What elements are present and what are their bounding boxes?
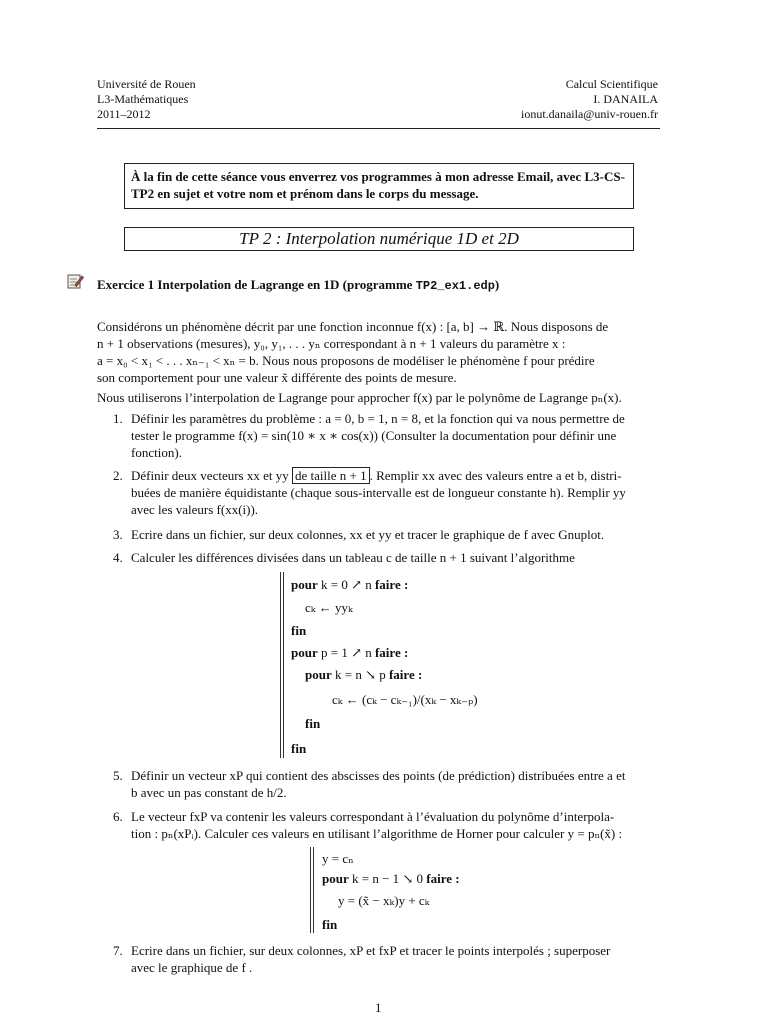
program: L3-Mathématiques xyxy=(97,92,189,106)
step-5 xyxy=(113,767,660,803)
intro-line: a = x₀ < x₁ < . . . xₙ₋₁ < xₙ = b. Nous nous proposons de modéliser le phénomène f pour prédire xyxy=(97,353,595,368)
algo-text: k = n − 1 ↘ 0 xyxy=(348,871,427,886)
step-1 xyxy=(113,410,660,462)
boxed-size: de taille n + 1 xyxy=(292,467,370,484)
algo-keyword: faire : xyxy=(374,577,409,592)
page-title: TP 2 : Interpolation numérique 1D et 2D xyxy=(124,227,634,251)
algo-keyword: faire : xyxy=(388,667,423,682)
intro-line: Nous utiliserons l’interpolation de Lagrange pour approcher f(x) par le polynôme de Lagrange pₙ(x). xyxy=(97,390,622,405)
intro-line: son comportement pour une valeur x̃ différente des points de mesure. xyxy=(97,370,457,385)
algo-line: cₖ ← yyₖ xyxy=(305,600,353,615)
algo-line xyxy=(291,576,408,593)
algo-keyword: pour xyxy=(322,871,349,886)
step-7 xyxy=(113,942,660,978)
university: Université de Rouen xyxy=(97,77,196,91)
step-number: 6. xyxy=(113,809,123,824)
step-line: Définir un vecteur xP qui contient des abscisses des points (de prédiction) distribuées entre a et xyxy=(131,768,626,783)
step-6 xyxy=(113,808,660,844)
step-line: tion : pₙ(xPᵢ). Calculer ces valeurs en utilisant l’algorithme de Horner pour calculer y = pₙ(x̃) : xyxy=(131,826,623,841)
step-line: Ecrire dans un fichier, sur deux colonnes, xP et fxP et tracer le points interpolés ; superposer xyxy=(131,943,611,958)
step-text: Définir deux vecteurs xx et yy xyxy=(131,468,293,483)
exercise-label: Exercice 1 Interpolation de Lagrange en 1D (programme xyxy=(97,277,413,292)
step-line xyxy=(131,467,660,484)
algo-text: k = 0 ↗ n xyxy=(317,577,375,592)
algo-line: y = cₙ xyxy=(322,851,354,866)
header-left xyxy=(97,77,196,122)
algo-line: y = (x̃ − xₖ)y + cₖ xyxy=(338,893,430,908)
step-2 xyxy=(113,467,660,519)
step-4 xyxy=(113,549,660,567)
pencil-note-icon xyxy=(66,272,84,294)
algo-keyword: pour xyxy=(291,645,318,660)
algo-text: k = n ↘ p xyxy=(331,667,389,682)
algo-bar xyxy=(280,572,281,758)
course: Calcul Scientifique xyxy=(565,77,658,91)
step-line: buées de manière équidistante (chaque sous-intervalle est de longueur constante h). Remplir yy xyxy=(131,485,626,500)
algo-line: cₖ ← (cₖ − cₖ₋₁)/(xₖ − xₖ₋ₚ) xyxy=(332,692,478,707)
step-3 xyxy=(113,526,660,544)
step-line: Ecrire dans un fichier, sur deux colonnes, xx et yy et tracer le graphique de f avec Gnuplot. xyxy=(131,527,605,542)
algo-bar xyxy=(310,847,311,933)
step-number: 4. xyxy=(113,550,123,565)
step-line: avec les valeurs f(xx(i)). xyxy=(131,502,259,517)
algo-line xyxy=(322,870,460,887)
algo-line xyxy=(305,666,422,683)
exercise-close: ) xyxy=(494,277,500,292)
step-number: 5. xyxy=(113,768,123,783)
algo-line: fin xyxy=(322,917,338,932)
exercise-file: TP2_ex1.edp xyxy=(415,279,495,293)
step-line: b avec un pas constant de h/2. xyxy=(131,785,287,800)
step-number: 3. xyxy=(113,527,123,542)
instructor: I. DANAILA xyxy=(593,92,658,106)
step-text: . Remplir xx avec des valeurs entre a et b, distri- xyxy=(369,468,622,483)
step-line: Calculer les différences divisées dans un tableau c de taille n + 1 suivant l’algorithme xyxy=(131,550,575,565)
algo-line: fin xyxy=(291,741,307,756)
horner-algorithm xyxy=(310,847,510,933)
step-line: tester le programme f(x) = sin(10 ∗ x ∗ cos(x)) (Consulter la documentation pour définir une xyxy=(131,428,617,443)
notice-box: À la fin de cette séance vous enverrez vos programmes à mon adresse Email, avec L3-CS-TP2 en sujet et votre nom et prénom dans le corps du message. xyxy=(124,163,634,209)
algo-line: fin xyxy=(291,623,307,638)
header-right xyxy=(521,77,658,122)
step-line: Définir les paramètres du problème : a = 0, b = 1, n = 8, et la fonction qui va nous permettre de xyxy=(131,411,625,426)
algo-keyword: faire : xyxy=(426,871,460,886)
divided-differences-algorithm xyxy=(280,572,540,758)
algo-line: fin xyxy=(305,716,321,731)
page-number: 1 xyxy=(375,1000,382,1015)
exercise-heading xyxy=(97,276,499,295)
algo-bar xyxy=(283,572,284,758)
algo-line xyxy=(291,644,408,661)
intro-line: n + 1 observations (mesures), y₀, y₁, . . . yₙ correspondant à n + 1 valeurs du paramètre x : xyxy=(97,336,566,351)
intro-line: Considérons un phénomène décrit par une fonction inconnue f(x) : [a, b] → ℝ. Nous disposons de xyxy=(97,319,609,334)
algo-keyword: pour xyxy=(305,667,332,682)
step-number: 7. xyxy=(113,943,123,958)
step-number: 1. xyxy=(113,411,123,426)
academic-year: 2011–2012 xyxy=(97,107,151,121)
algo-keyword: faire : xyxy=(374,645,409,660)
step-line: Le vecteur fxP va contenir les valeurs correspondant à l’évaluation du polynôme d’interpola- xyxy=(131,809,615,824)
step-line: avec le graphique de f . xyxy=(131,960,253,975)
algo-bar xyxy=(313,847,314,933)
algo-text: p = 1 ↗ n xyxy=(317,645,375,660)
header-rule xyxy=(97,128,660,129)
email: ionut.danaila@univ-rouen.fr xyxy=(520,107,658,121)
algo-keyword: pour xyxy=(291,577,318,592)
step-number: 2. xyxy=(113,468,123,483)
step-line: fonction). xyxy=(131,445,182,460)
